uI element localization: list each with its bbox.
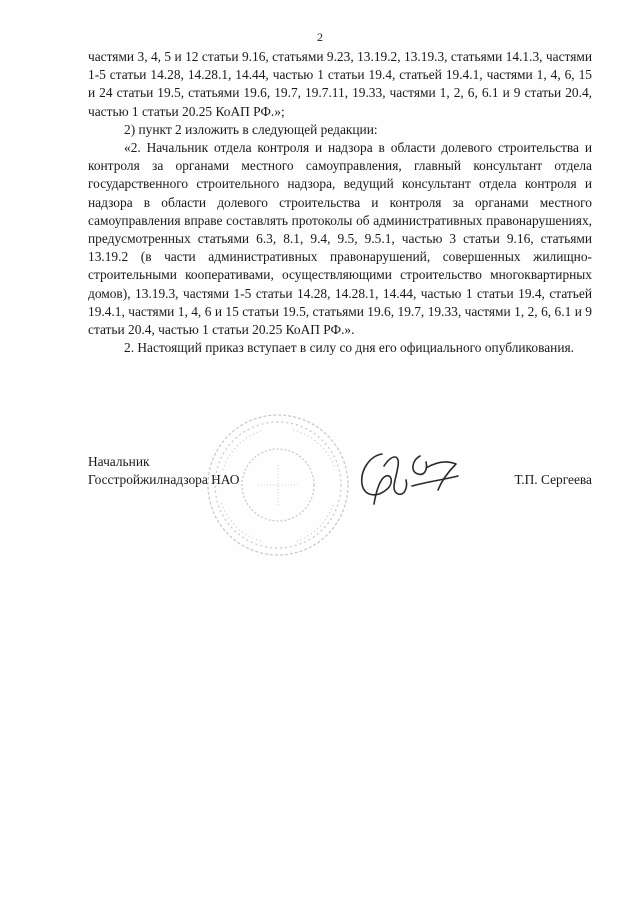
paragraph-continuation: частями 3, 4, 5 и 12 статьи 9.16, статьями 9.23, 13.19.2, 13.19.3, статьями 14.1.3, частями 1-5 статьи 14.28, 14.28.1, 14.44, частью 1 статьи 19.4, статьей 19.4.1, частями 1, 4, 6, 15 и 24 статьи 19.5, статьями 19.6, 19.7, 19.7.11, 19.33, частями 1, 2, 6, 6.1 и 9 статьи 20.4, частью 1 статьи 20.25 КоАП РФ.»;: [88, 49, 592, 119]
signature-block: [88, 453, 592, 513]
paragraph-new-wording: «2. Начальник отдела контроля и надзора в области долевого строительства и контроля за органами местного самоуправления, главный консультант отдела государственного строительного надзора, ведущий консультант отдела контроля и надзора в области долевого строительства и контроля за органами местного самоуправления вправе составлять протоколы об административных правонарушениях, предусмотренных статьями 6.3, 8.1, 9.4, 9.5, 9.5.1, частью 3 статьи 9.16, статьями 13.19.2 (в части административных правонарушений, совершенных жилищно-строительными кооперативами, осуществляющими строительство многоквартирных домов), 13.19.3, частями 1-5 статьи 14.28, 14.28.1, 14.44, частью 1 статьи 19.4, статьей 19.4.1, частями 1, 4, 6 и 15 статьи 19.5, статьями 19.6, 19.7, 19.33, частями 1, 2, 6, 6.1 и 9 статьи 20.4, частью 1 статьи 20.25 КоАП РФ.».: [88, 140, 592, 338]
paragraph-effective-date: 2. Настоящий приказ вступает в силу со дня его официального опубликования.: [124, 340, 574, 356]
signer-position-line1: Начальник: [88, 454, 150, 469]
document-body: [88, 48, 592, 357]
paragraph-amendment-item: 2) пункт 2 изложить в следующей редакции:: [124, 121, 378, 137]
signer-name: Т.П. Сергеева: [514, 472, 592, 487]
page-number: 2: [317, 30, 323, 44]
signer-position-line2: Госстройжилнадзора НАО: [88, 472, 240, 488]
signer-position: [88, 453, 239, 490]
handwritten-signature: [352, 446, 464, 508]
